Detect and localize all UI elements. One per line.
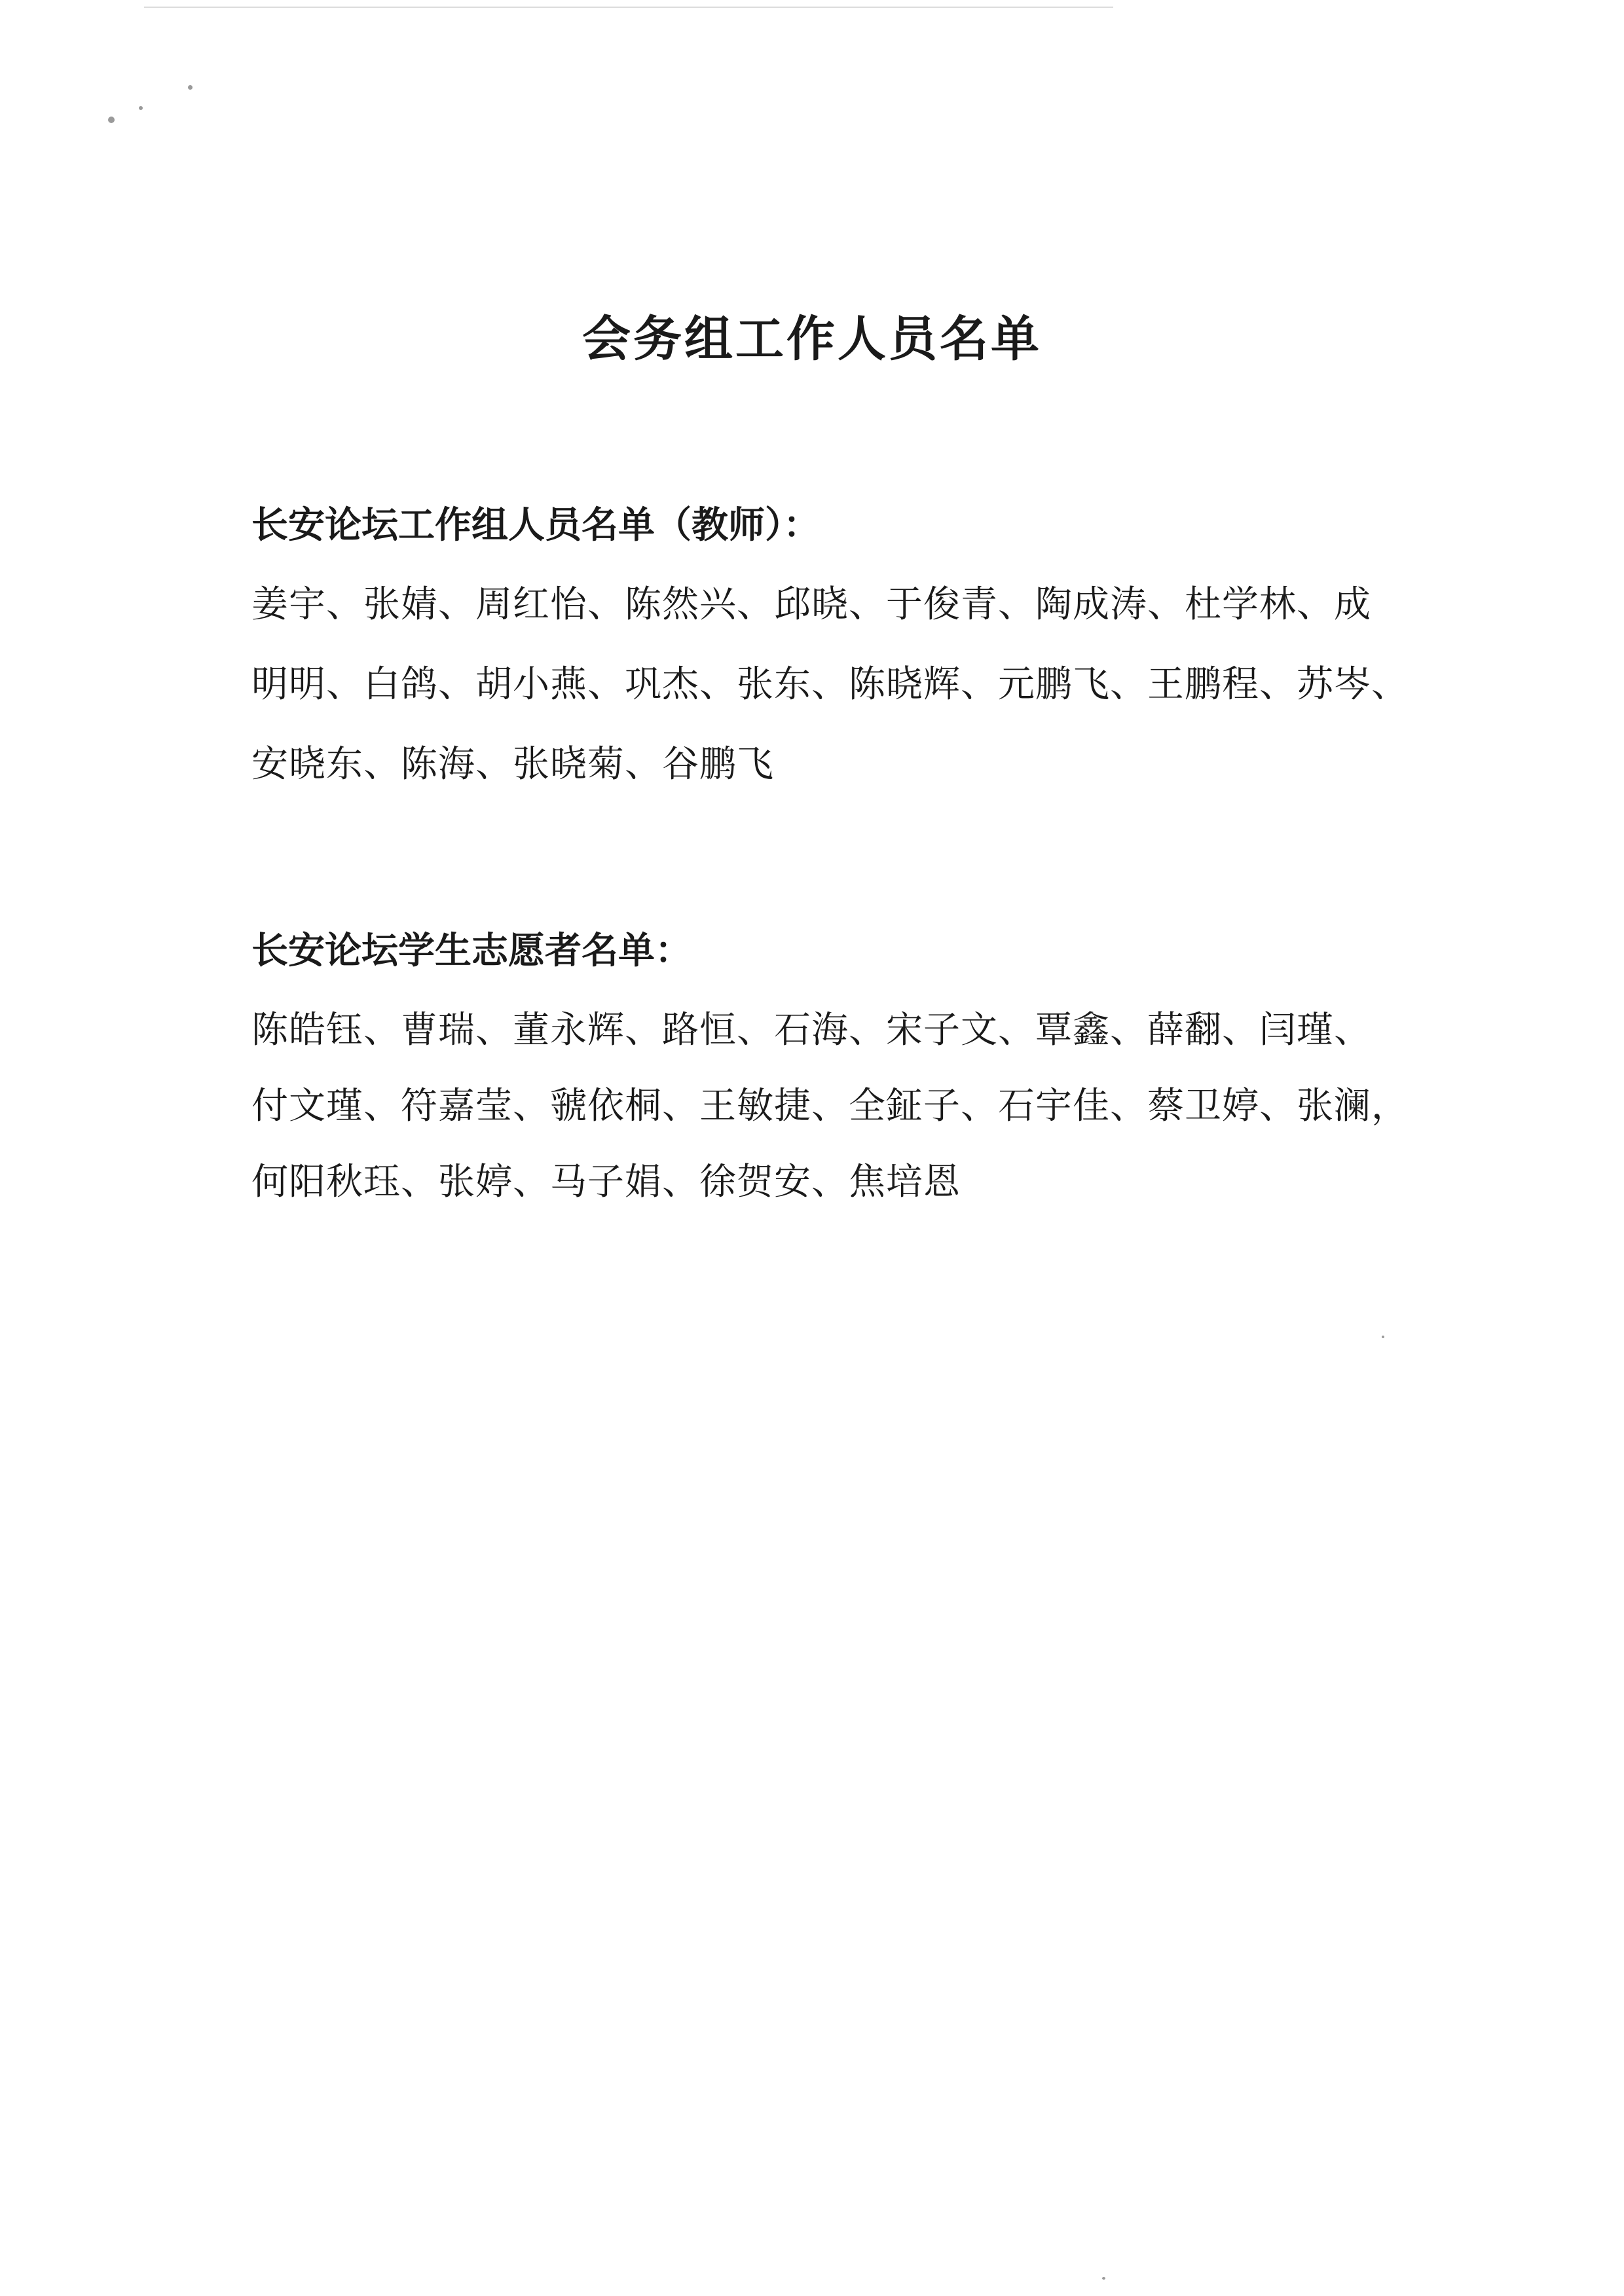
teacher-staff-section [251,499,1417,818]
student-names-line: 何阳秋珏、张婷、马子娟、徐贺安、焦培恩 [251,1161,961,1203]
student-names-line: 付文瑾、符嘉莹、虢依桐、王敏捷、全鉦子、石宇佳、蔡卫婷、张澜， [251,1085,1409,1127]
teacher-names-line: 明明、白鸽、胡小燕、巩杰、张东、陈晓辉、元鹏飞、王鹏程、苏岑、 [251,663,1409,706]
document-title: 会务组工作人员名单 [582,310,1042,367]
scan-speck [108,117,115,123]
scan-edge-line [144,7,1113,8]
student-volunteer-heading: 长安论坛学生志愿者名单： [251,929,692,972]
scan-speck [1102,2277,1105,2280]
scan-speck [188,85,193,90]
teacher-names-line: 安晓东、陈海、张晓菊、谷鹏飞 [251,743,774,786]
student-volunteer-section [251,924,1417,1232]
teacher-names-line: 姜宇、张婧、周红怡、陈然兴、邱晓、于俊青、陶成涛、杜学林、成 [251,583,1371,626]
scan-speck [139,106,143,110]
student-names-line: 陈皓钰、曹瑞、董永辉、路恒、石海、宋子文、覃鑫、薛翻、闫瑾、 [251,1009,1371,1051]
scan-speck [1382,1336,1384,1338]
teacher-staff-heading: 长安论坛工作组人员名单（教师）： [251,503,820,547]
